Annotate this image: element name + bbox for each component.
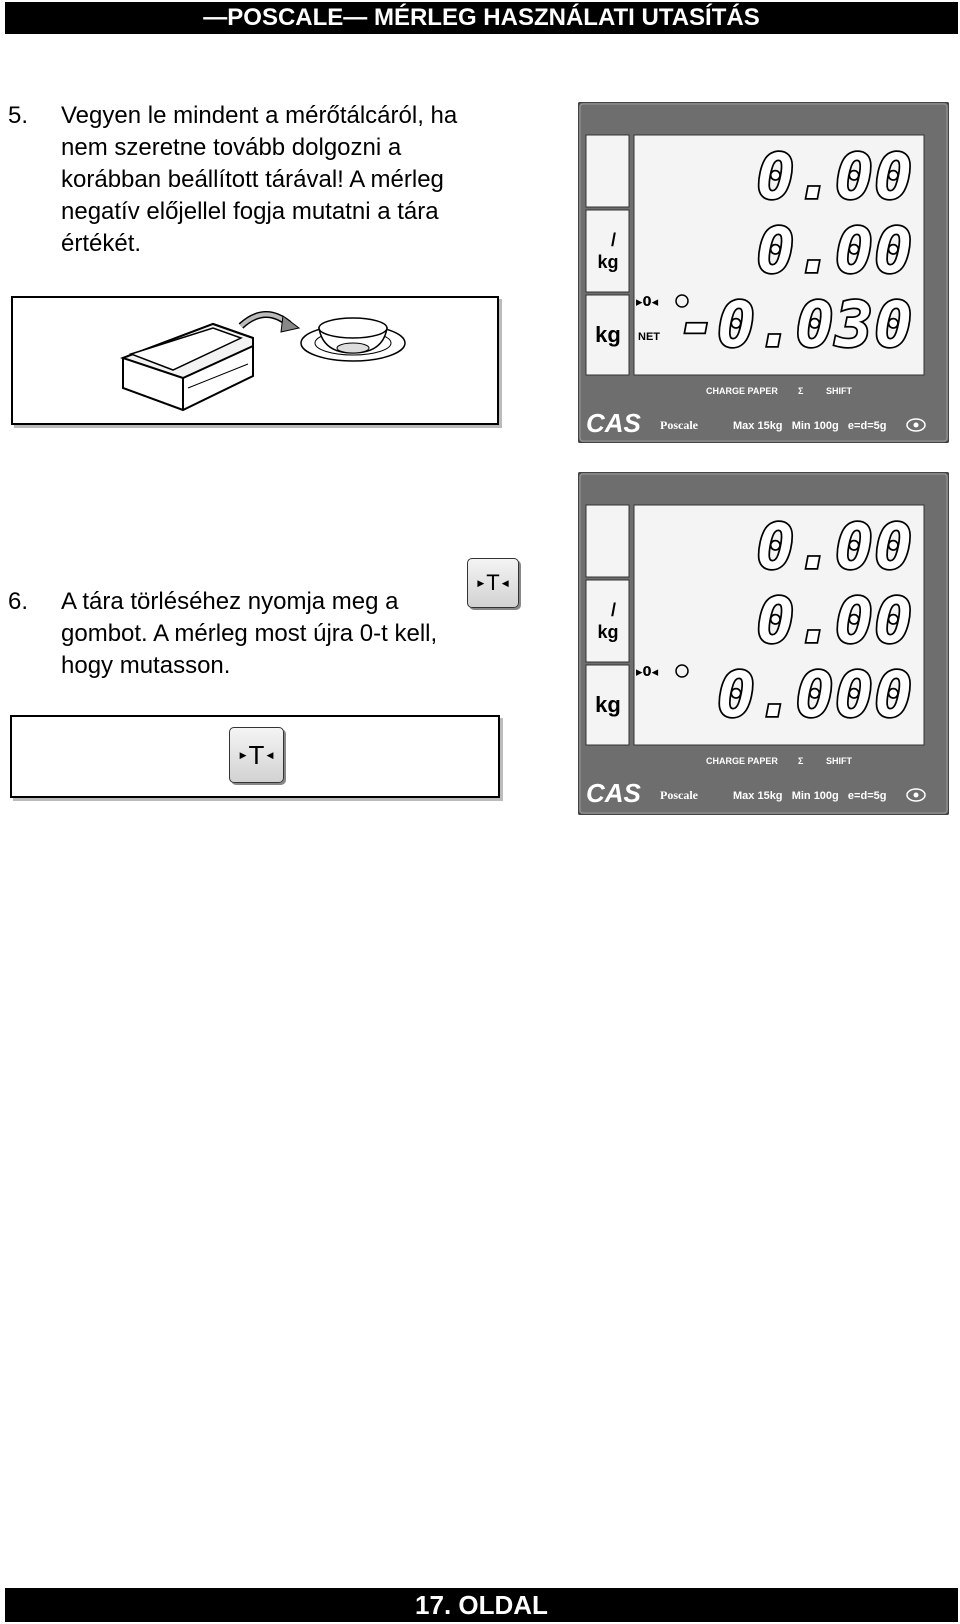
step-text-line: nem szeretne tovább dolgozni a bbox=[61, 134, 402, 161]
brand-logo: CAS bbox=[586, 778, 641, 808]
step-number: 6. bbox=[8, 588, 29, 615]
zero-indicator: ▸0◂ bbox=[636, 295, 659, 310]
lcd-row-1: 0.00 bbox=[756, 140, 914, 213]
lcd-row-3: 0.000 bbox=[717, 658, 914, 731]
unit-kg: kg bbox=[595, 692, 621, 717]
model-name: Poscale bbox=[660, 418, 698, 432]
step-text-line: értékét. bbox=[61, 230, 142, 257]
lcd-row-2: 0.00 bbox=[756, 214, 914, 287]
sigma-label: Σ bbox=[798, 756, 804, 766]
model-name: Poscale bbox=[660, 788, 698, 802]
step-text-line: A tára törléséhez nyomja meg a bbox=[61, 588, 399, 615]
tare-button[interactable] bbox=[229, 727, 284, 783]
page-footer: 17. OLDAL bbox=[5, 1588, 958, 1622]
sigma-label: Σ bbox=[798, 386, 804, 396]
tare-button-label: T bbox=[248, 739, 265, 770]
step-text bbox=[61, 100, 531, 260]
net-label: NET bbox=[638, 331, 660, 343]
step-number: 5. bbox=[8, 102, 29, 129]
charge-paper-label: CHARGE PAPER bbox=[706, 386, 778, 396]
step-text-line: hogy mutasson. bbox=[61, 652, 231, 679]
right-arrow-icon: ▶ bbox=[477, 577, 485, 588]
spec-text: Max 15kg Min 100g e=d=5g bbox=[733, 420, 887, 432]
scale-display-negative-tare bbox=[578, 102, 949, 443]
step-text-line: gombot. A mérleg most újra 0-t kell, bbox=[61, 620, 438, 647]
unit-kg-per: kg bbox=[597, 252, 619, 272]
lcd-row-1: 0.00 bbox=[756, 510, 914, 583]
scale-display-zero bbox=[578, 472, 949, 815]
step-text bbox=[61, 586, 531, 682]
shift-label: SHIFT bbox=[826, 386, 852, 396]
remove-tare-illustration bbox=[11, 296, 499, 425]
shift-label: SHIFT bbox=[826, 756, 852, 766]
unit-slash: / bbox=[611, 600, 617, 620]
brand-logo: CAS bbox=[586, 408, 641, 438]
tare-key-icon bbox=[467, 558, 519, 608]
charge-paper-label: CHARGE PAPER bbox=[706, 756, 778, 766]
step-5 bbox=[8, 100, 548, 270]
tare-key-label: T bbox=[486, 570, 500, 595]
page-header: —POSCALE— MÉRLEG HASZNÁLATI UTASÍTÁS bbox=[5, 2, 958, 34]
right-arrow-icon: ▶ bbox=[239, 749, 247, 760]
unit-kg-per: kg bbox=[597, 622, 619, 642]
step-text-line: negatív előjellel fogja mutatni a tára bbox=[61, 198, 439, 225]
unit-slash: / bbox=[611, 230, 617, 250]
spec-text: Max 15kg Min 100g e=d=5g bbox=[733, 790, 887, 802]
scale-and-bowl-icon bbox=[13, 298, 497, 423]
zero-indicator: ▸0◂ bbox=[636, 665, 659, 680]
left-arrow-icon: ◀ bbox=[501, 577, 509, 588]
step-text-line: korábban beállított tárával! A mérleg bbox=[61, 166, 444, 193]
lcd-row-2: 0.00 bbox=[756, 584, 914, 657]
unit-kg: kg bbox=[595, 322, 621, 347]
left-arrow-icon: ◀ bbox=[266, 749, 274, 760]
step-text-line: Vegyen le mindent a mérőtálcáról, ha bbox=[61, 102, 458, 129]
lcd-row-3: -0.030 bbox=[678, 288, 914, 361]
